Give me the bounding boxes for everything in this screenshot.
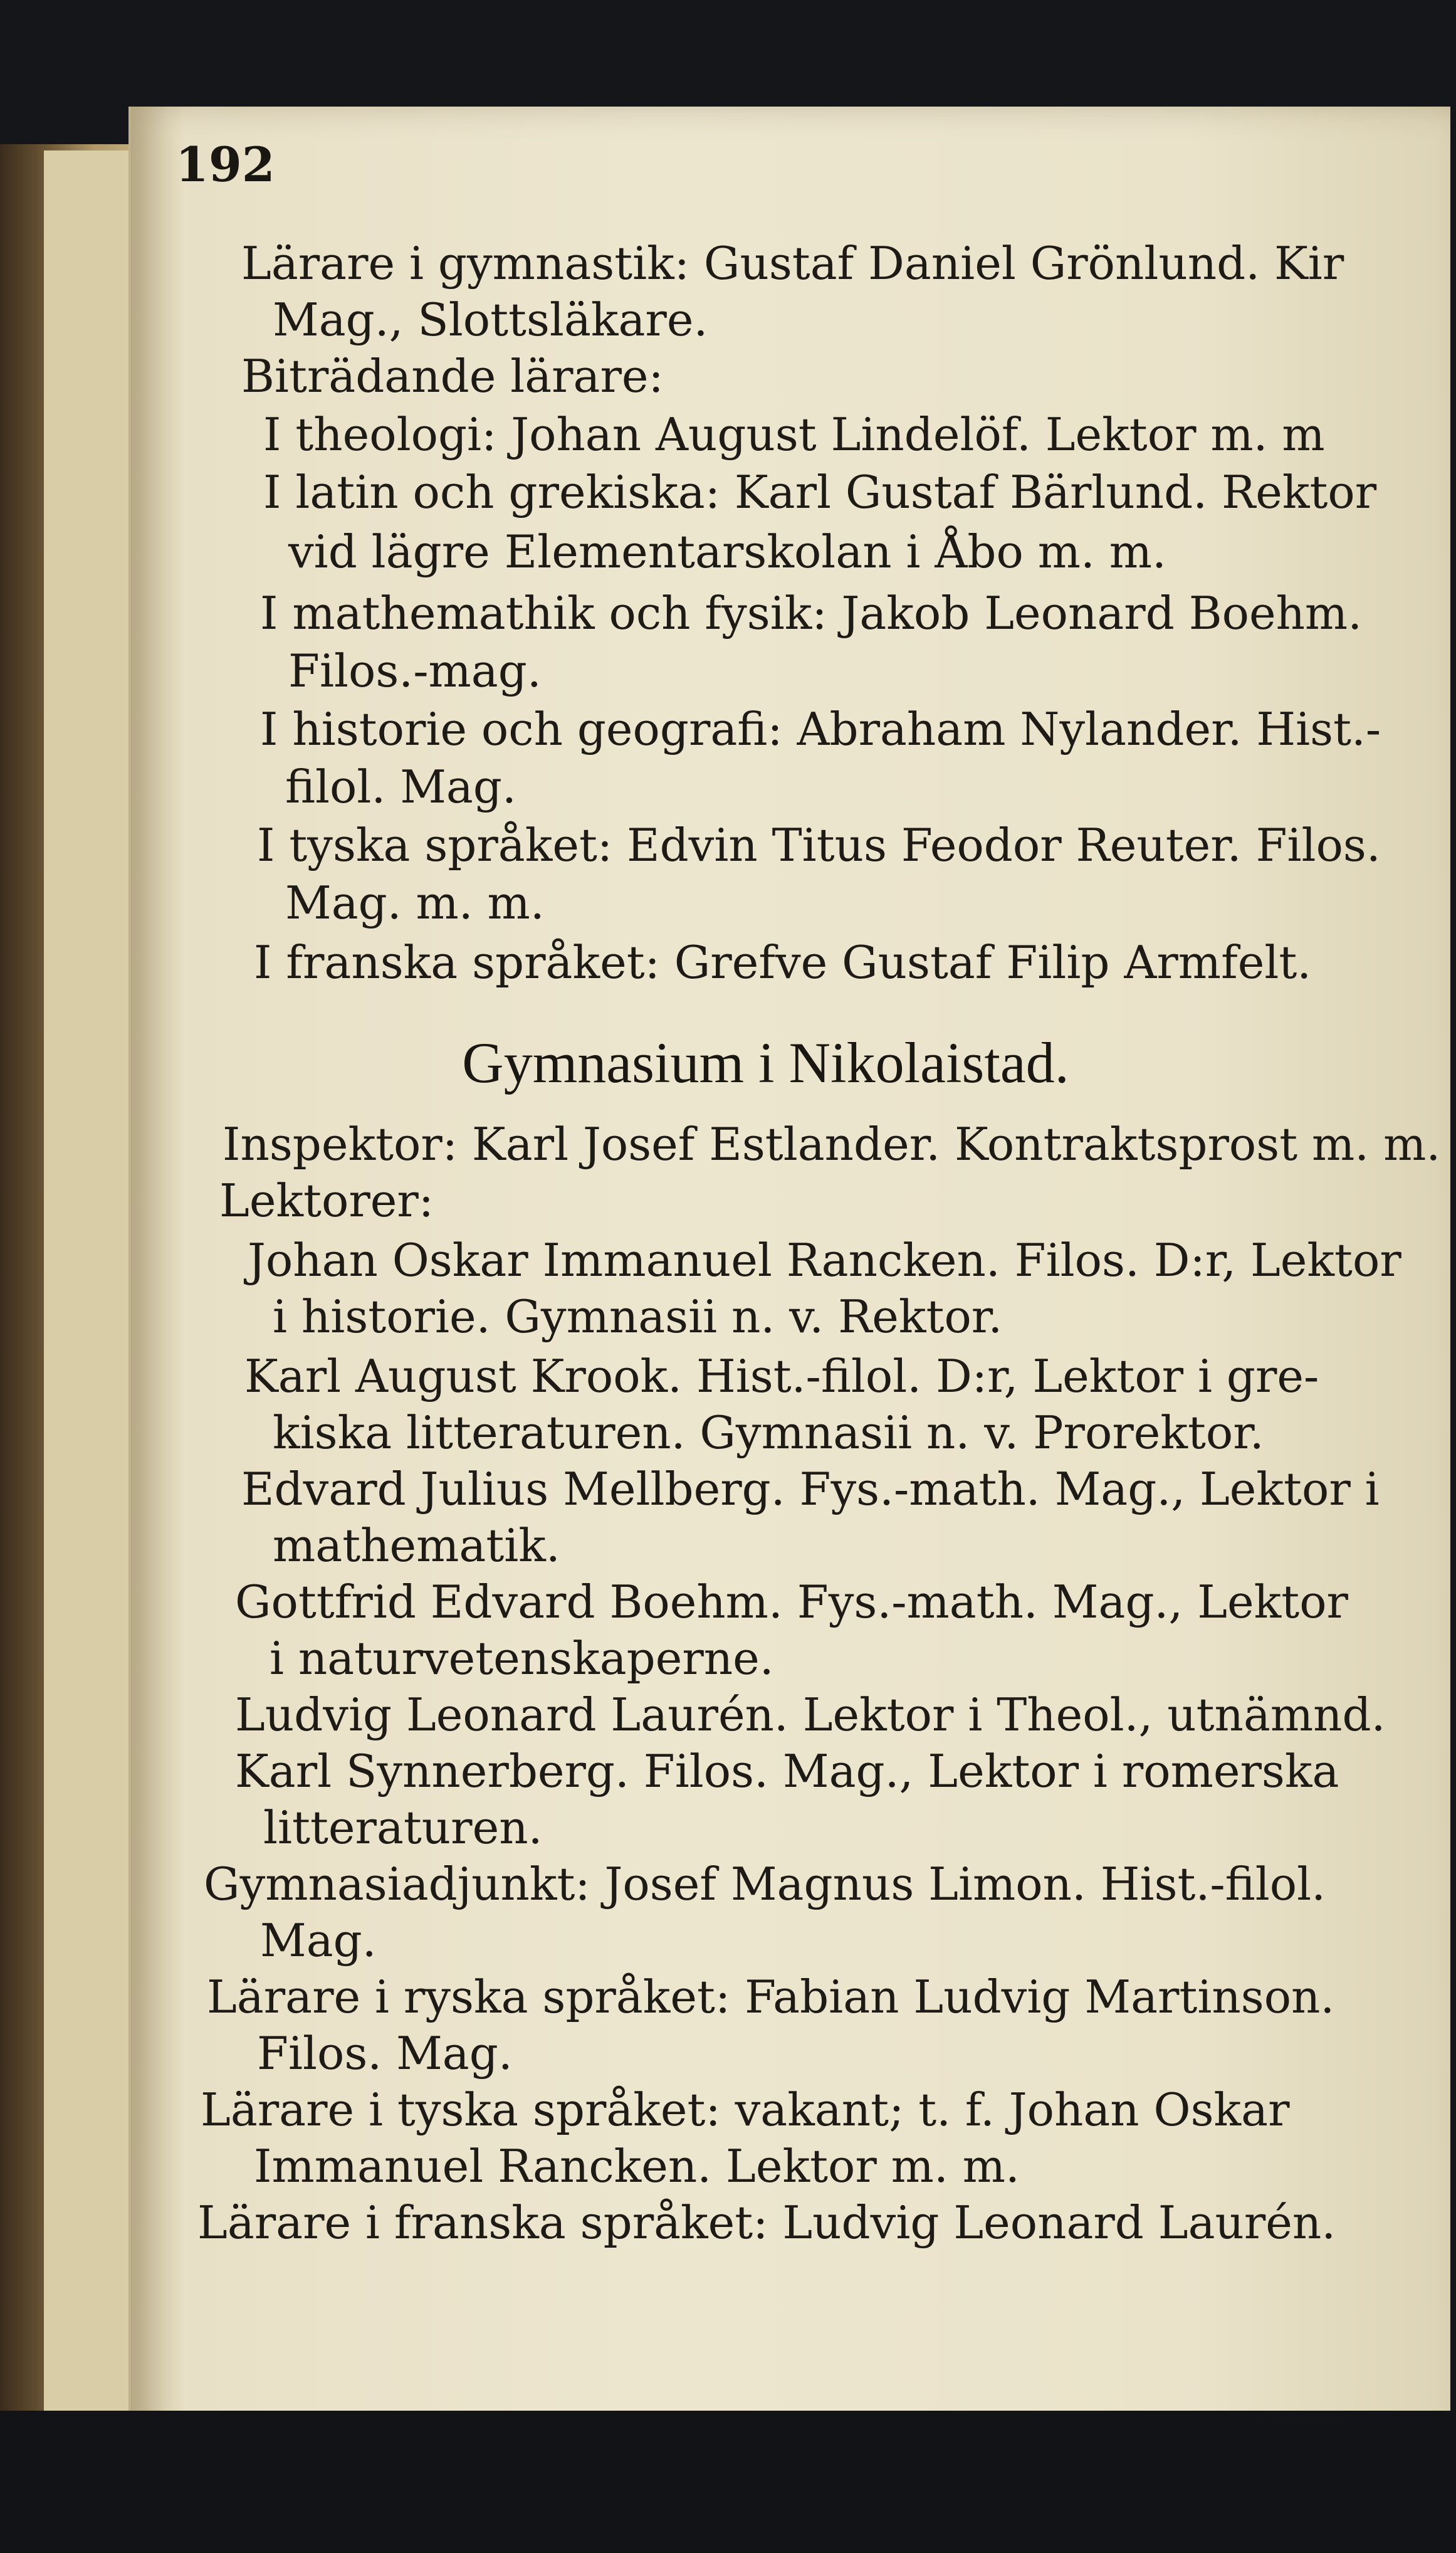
text-line: Gottfrid Edvard Boehm. Fys.-math. Mag., Lektor xyxy=(235,1576,1348,1628)
text-line: Filos. Mag. xyxy=(257,2027,513,2080)
text-line: Karl Synnerberg. Filos. Mag., Lektor i romerska xyxy=(235,1745,1339,1798)
text-line: I tyska språket: Edvin Titus Feodor Reuter. Filos. xyxy=(257,819,1381,871)
text-line: Gymnasiadjunkt: Josef Magnus Limon. Hist.-filol. xyxy=(204,1858,1326,1910)
text-line: Ludvig Leonard Laurén. Lektor i Theol., utnämnd. xyxy=(235,1688,1386,1741)
text-line: Mag. m. m. xyxy=(285,876,545,929)
text-line: kiska litteraturen. Gymnasii n. v. Prorektor. xyxy=(273,1406,1264,1459)
text-line: I franska språket: Grefve Gustaf Filip Armfelt. xyxy=(254,936,1312,989)
text-line: Filos.-mag. xyxy=(288,645,542,697)
text-line: Mag., Slottsläkare. xyxy=(273,293,708,346)
page-number: 192 xyxy=(175,137,275,192)
text-line: litteraturen. xyxy=(263,1801,543,1854)
text-line: Biträdande lärare: xyxy=(241,350,664,403)
text-line: Johan Oskar Immanuel Rancken. Filos. D:r, Lektor xyxy=(248,1234,1401,1287)
background-strip xyxy=(0,2411,1456,2553)
text-line: i historie. Gymnasii n. v. Rektor. xyxy=(273,1290,1003,1343)
text-line: Lektorer: xyxy=(219,1174,434,1227)
text-line: Karl August Krook. Hist.-filol. D:r, Lektor i gre- xyxy=(244,1350,1319,1403)
section-heading: Gymnasium i Nikolaistad. xyxy=(462,1031,1069,1095)
text-line: Edvard Julius Mellberg. Fys.-math. Mag., Lektor i xyxy=(241,1463,1380,1515)
text-line: I latin och grekiska: Karl Gustaf Bärlund. Rektor xyxy=(263,466,1377,518)
text-line: Inspektor: Karl Josef Estlander. Kontraktsprost m. m. xyxy=(223,1118,1441,1171)
text-line: mathematik. xyxy=(273,1519,560,1572)
text-line: i naturvetenskaperne. xyxy=(270,1632,774,1685)
text-line: Mag. xyxy=(260,1914,377,1967)
text-line: I mathemathik och fysik: Jakob Leonard Boehm. xyxy=(260,587,1363,640)
text-line: Lärare i gymnastik: Gustaf Daniel Grönlund. Kir xyxy=(241,237,1344,290)
text-line: I historie och geografi: Abraham Nylander. Hist.- xyxy=(260,703,1381,755)
text-line: I theologi: Johan August Lindelöf. Lektor m. m xyxy=(263,408,1325,461)
text-line: vid lägre Elementarskolan i Åbo m. m. xyxy=(288,525,1166,578)
text-line: Lärare i ryska språket: Fabian Ludvig Martinson. xyxy=(207,1971,1335,2023)
text-line: Immanuel Rancken. Lektor m. m. xyxy=(254,2140,1020,2192)
text-line: Lärare i franska språket: Ludvig Leonard Laurén. xyxy=(197,2196,1336,2249)
text-line: Lärare i tyska språket: vakant; t. f. Johan Oskar xyxy=(201,2083,1290,2136)
text-line: filol. Mag. xyxy=(285,761,516,813)
